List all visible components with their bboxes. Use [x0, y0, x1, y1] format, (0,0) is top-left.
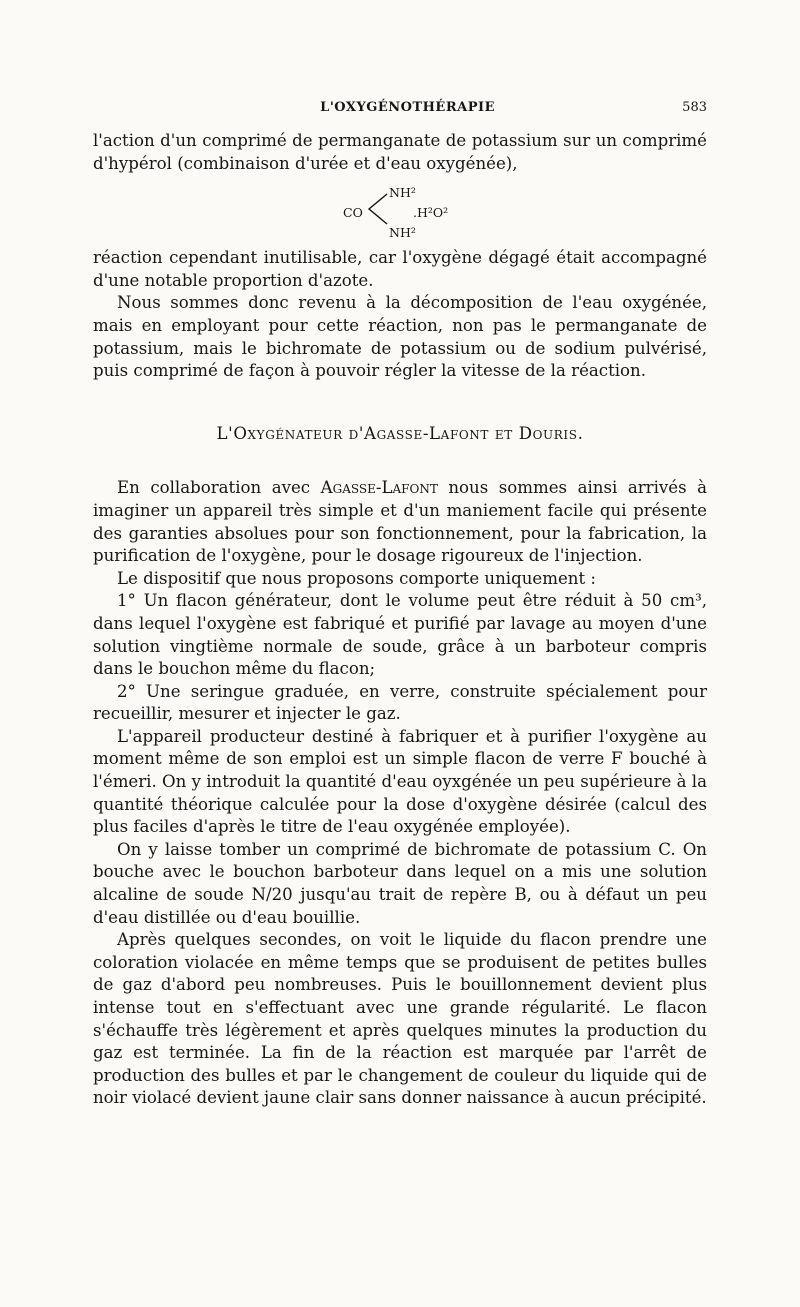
page-number: 583: [682, 100, 707, 115]
paragraph-9: On y laisse tomber un comprimé de bichromate de potassium C. On bouche avec le bouchon barboteur dans lequel on a mis une solution alcaline de soude N/20 jusqu'au trait de repère B, ou à défaut un peu d'eau distillée ou d'eau bouillie.: [93, 839, 707, 927]
formula-co: CO: [343, 205, 363, 221]
formula-bond-icon: [366, 192, 390, 226]
paragraph-8: L'appareil producteur destiné à fabriquer et à purifier l'oxygène au moment même de son emploi est un simple flacon de verre F bouché à l'émeri. On y introduit la quantité d'eau oyxgénée un peu supérieure à la quantité théorique calculée pour la dose d'oxygène désirée (calcul des plus faciles d'après le titre de l'eau oxygénée employée).: [93, 726, 707, 837]
paragraph-4: [93, 477, 707, 567]
chemical-formula: [93, 180, 707, 244]
body-text: [93, 130, 707, 1110]
paragraph-2: réaction cependant inutilisable, car l'oxygène dégagé était accompagné d'une notable proportion d'azote.: [93, 248, 707, 290]
running-head: [93, 100, 707, 115]
formula-h2o2: .H²O²: [413, 205, 449, 221]
running-title: L'OXYGÉNOTHÉRAPIE: [320, 100, 495, 115]
section-heading: L'Oxygénateur d'Agasse-Lafont et Douris.: [216, 423, 584, 443]
paragraph-10: Après quelques secondes, on voit le liquide du flacon prendre une coloration violacée en même temps que se produisent de petites bulles de gaz d'abord peu nombreuses. Puis le bouillonnement devient plus intense tout en s'effectuant avec une grande régularité. Le flacon s'échauffe très légèrement et après quelques minutes la production du gaz est terminée. La fin de la réaction est marquée par l'arrêt de production des bulles et par le changement de couleur du liquide qui de noir violacé devient jaune clair sans donner naissance à aucun précipité.: [93, 930, 707, 1108]
paragraph-5: Le dispositif que nous proposons comporte uniquement :: [117, 568, 596, 588]
paragraph-1: l'action d'un comprimé de permanganate de potassium sur un comprimé d'hypérol (combinaison d'urée et d'eau oxygénée),: [93, 131, 707, 173]
paragraph-4-end: nous sommes ainsi arrivés à imaginer un appareil très simple et d'un maniement facile qui présente des garanties absolues pour son fonctionnement, pour la fabrication, la purification de l'oxygène, pour le dosage rigoureux de l'injection.: [93, 478, 708, 566]
paragraph-4-start: En collaboration avec: [117, 478, 321, 498]
formula-nh-bottom: NH²: [389, 225, 416, 241]
paragraph-6: 1° Un flacon générateur, dont le volume peut être réduit à 50 cm³, dans lequel l'oxygène est fabriqué et purifié par lavage au moyen d'une solution vingtième normale de soude, grâce à un barboteur compris dans le bouchon même du flacon;: [93, 591, 707, 679]
formula-nh-top: NH²: [389, 185, 416, 201]
paragraph-7: 2° Une seringue graduée, en verre, construite spécialement pour recueillir, mesurer et injecter le gaz.: [93, 681, 707, 724]
paragraph-3: Nous sommes donc revenu à la décomposition de l'eau oxygénée, mais en employant pour cette réaction, non pas le permanganate de potassium, mais le bichromate de potassium ou de sodium pulvérisé, puis comprimé de façon à pouvoir régler la vitesse de la réaction.: [93, 293, 707, 381]
author-name: Agasse-Lafont: [320, 478, 438, 498]
